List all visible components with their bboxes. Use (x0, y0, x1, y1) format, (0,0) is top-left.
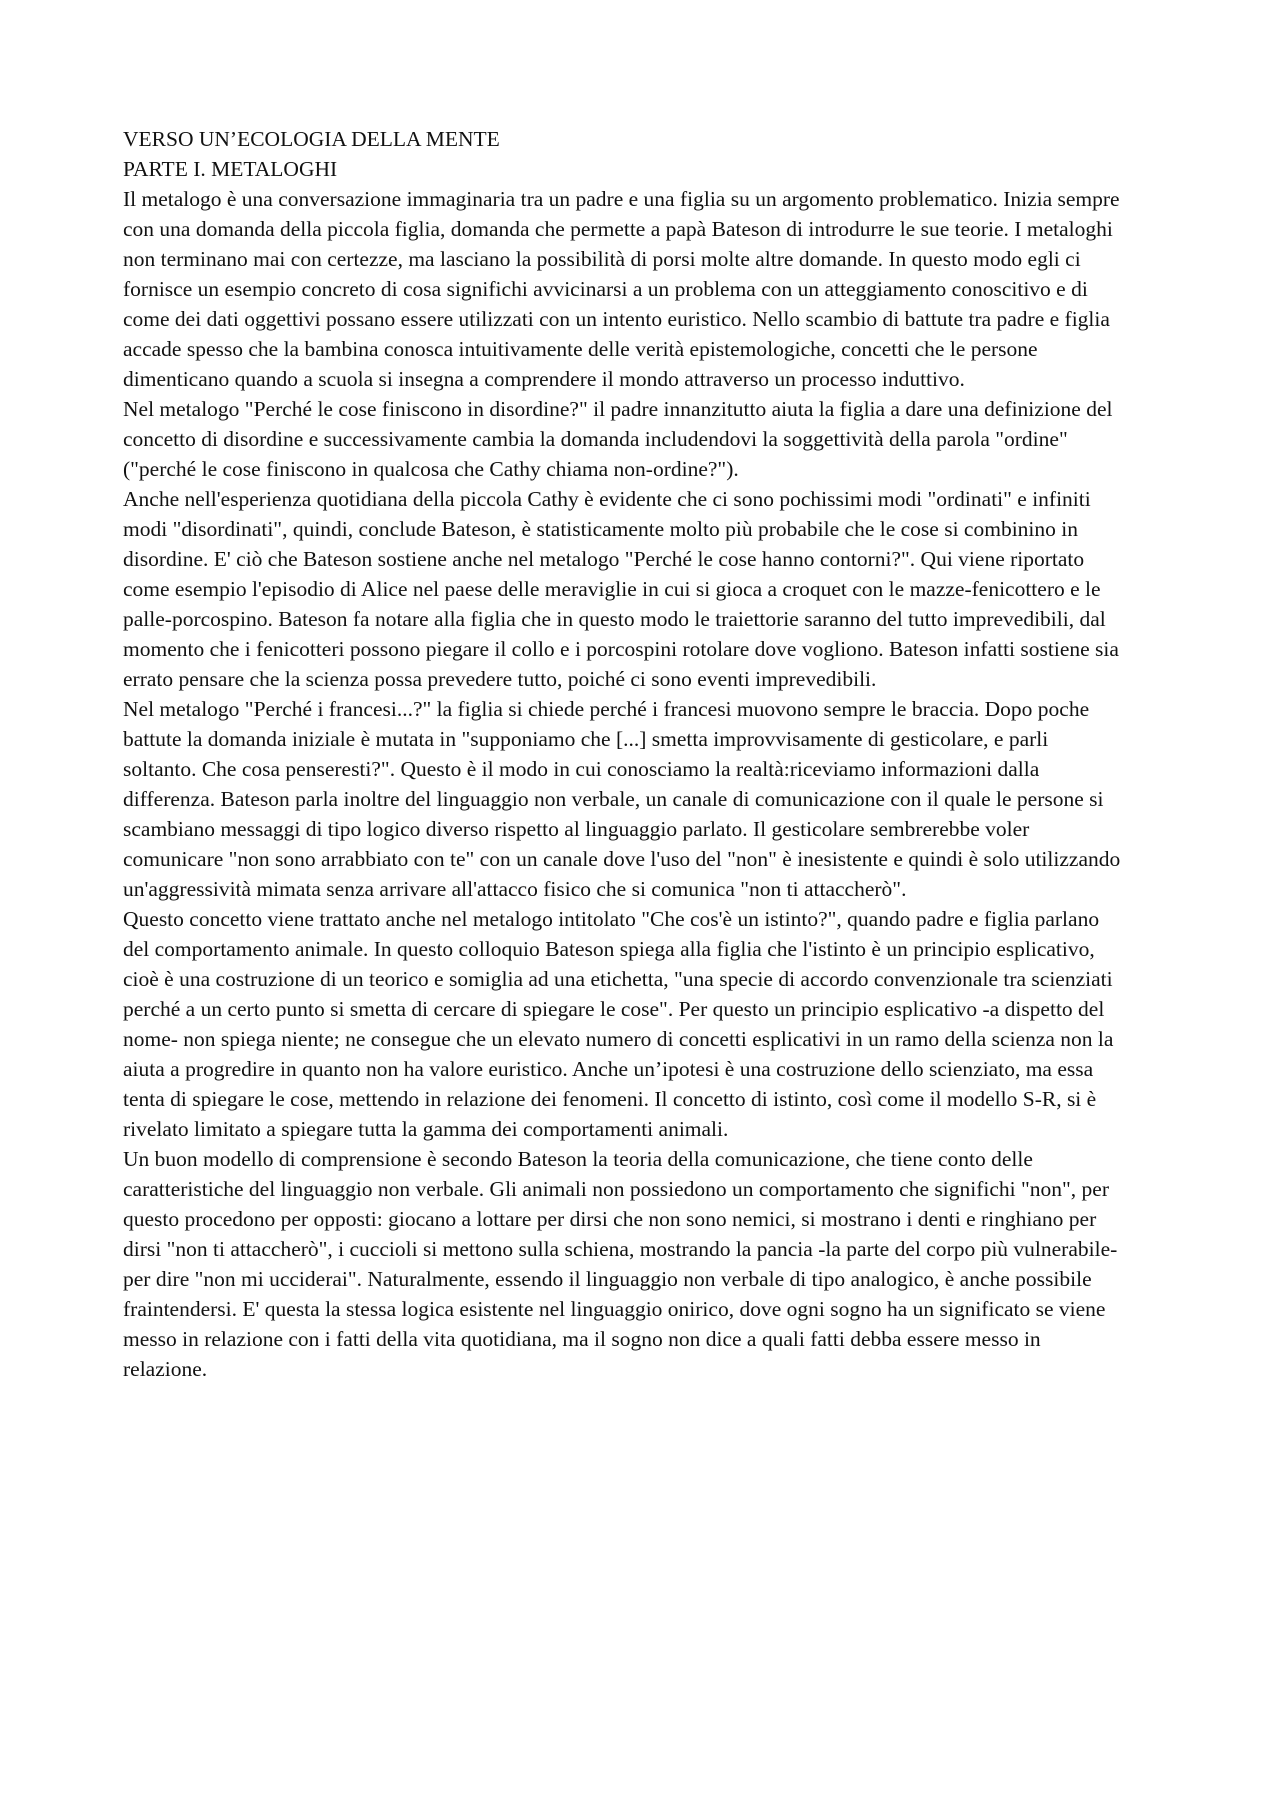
paragraph: Questo concetto viene trattato anche nel metalogo intitolato "Che cos'è un istinto?", quando padre e figlia parlano del comportamento animale. In questo colloquio Bateson spiega alla figlia che l'istinto è un principio esplicativo, cioè è una costruzione di un teorico e somiglia ad una etichetta, "una specie di accordo convenzionale tra scienziati perché a un certo punto si smetta di cercare di spiegare le cose". Per questo un principio esplicativo -a dispetto del nome- non spiega niente; ne consegue che un elevato numero di concetti esplicativi in un ramo della scienza non la aiuta a progredire in quanto non ha valore euristico. Anche un’ipotesi è una costruzione dello scienziato, ma essa tenta di spiegare le cose, mettendo in relazione dei fenomeni. Il concetto di istinto, così come il modello S-R, si è rivelato limitato a spiegare tutta la gamma dei comportamenti animali. (123, 907, 1114, 1141)
paragraph: Un buon modello di comprensione è secondo Bateson la teoria della comunicazione, che tiene conto delle caratteristiche del linguaggio non verbale. Gli animali non possiedono un comportamento che significhi "non", per questo procedono per opposti: giocano a lottare per dirsi che non sono nemici, si mostrano i denti e ringhiano per dirsi "non ti attaccherò", i cuccioli si mettono sulla schiena, mostrando la pancia -la parte del corpo più vulnerabile- per dire "non mi ucciderai". Naturalmente, essendo il linguaggio non verbale di tipo analogico, è anche possibile fraintendersi. E' questa la stessa logica esistente nel linguaggio onirico, dove ogni sogno ha un significato se viene messo in relazione con i fatti della vita quotidiana, ma il sogno non dice a quali fatti debba essere messo in relazione. (123, 1147, 1118, 1381)
document-subtitle: PARTE I. METALOGHI (123, 157, 338, 181)
paragraph: Nel metalogo "Perché le cose finiscono in disordine?" il padre innanzitutto aiuta la figlia a dare una definizione del concetto di disordine e successivamente cambia la domanda includendovi la soggettività della parola "ordine" ("perché le cose finiscono in qualcosa che Cathy chiama non-ordine?"). (123, 397, 1113, 481)
paragraph: Il metalogo è una conversazione immaginaria tra un padre e una figlia su un argomento problematico. Inizia sempre con una domanda della piccola figlia, domanda che permette a papà Bateson di introdurre le sue teorie. I metaloghi non terminano mai con certezze, ma lasciano la possibilità di porsi molte altre domande. In questo modo egli ci fornisce un esempio concreto di cosa significhi avvicinarsi a un problema con un atteggiamento conoscitivo e di come dei dati oggettivi possano essere utilizzati con un intento euristico. Nello scambio di battute tra padre e figlia accade spesso che la bambina conosca intuitivamente delle verità epistemologiche, concetti che le persone dimenticano quando a scuola si insegna a comprendere il mondo attraverso un processo induttivo. (123, 187, 1120, 391)
document-page (123, 124, 1123, 1384)
paragraph: Nel metalogo "Perché i francesi...?" la figlia si chiede perché i francesi muovono sempre le braccia. Dopo poche battute la domanda iniziale è mutata in "supponiamo che [...] smetta improvvisamente di gesticolare, e parli soltanto. Che cosa penseresti?". Questo è il modo in cui conosciamo la realtà:riceviamo informazioni dalla differenza. Bateson parla inoltre del linguaggio non verbale, un canale di comunicazione con il quale le persone si scambiano messaggi di tipo logico diverso rispetto al linguaggio parlato. Il gesticolare sembrerebbe voler comunicare "non sono arrabbiato con te" con un canale dove l'uso del "non" è inesistente e quindi è solo utilizzando un'aggressività mimata senza arrivare all'attacco fisico che si comunica "non ti attaccherò". (123, 697, 1121, 901)
paragraph: Anche nell'esperienza quotidiana della piccola Cathy è evidente che ci sono pochissimi modi "ordinati" e infiniti modi "disordinati", quindi, conclude Bateson, è statisticamente molto più probabile che le cose si combinino in disordine. E' ciò che Bateson sostiene anche nel metalogo "Perché le cose hanno contorni?". Qui viene riportato come esempio l'episodio di Alice nel paese delle meraviglie in cui si gioca a croquet con le mazze-fenicottero e le palle-porcospino. Bateson fa notare alla figlia che in questo modo le traiettorie saranno del tutto imprevedibili, dal momento che i fenicotteri possono piegare il collo e i porcospini rotolare dove vogliono. Bateson infatti sostiene sia errato pensare che la scienza possa prevedere tutto, poiché ci sono eventi imprevedibili. (123, 487, 1119, 691)
document-title: VERSO UN’ECOLOGIA DELLA MENTE (123, 127, 500, 151)
